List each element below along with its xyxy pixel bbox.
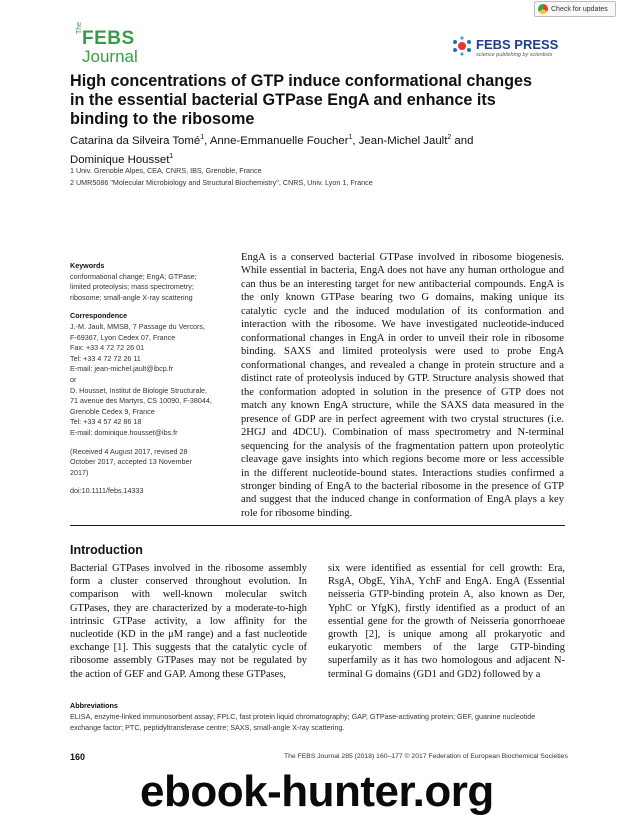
received-line: October 2017, accepted 13 November <box>70 457 192 467</box>
received-line: 2017) <box>70 467 89 477</box>
author-foucher: , Anne-Emmanuelle Foucher <box>204 134 349 147</box>
page-number: 160 <box>70 752 86 762</box>
check-for-updates-label: Check for updates <box>551 5 608 13</box>
footer-journal-citation: The FEBS Journal 285 (2018) 160–177 © 2017 Federation of European Biochemical Societies <box>284 753 568 760</box>
keywords-line: conformational change; EngA; GTPase; <box>70 271 197 281</box>
check-for-updates-button[interactable] <box>534 1 616 17</box>
introduction-left-column: Bacterial GTPases involved in the ribosome assembly form a cluster conserved throughout evolution. In comparison with well-known molecular switch GTPases, they are characterized by a moderate-to-high intrinsic GTPase activity, a low affinity for the nucleotide (KD in the μM range) and a fast nucleotide exchange [1]. This suggests that the catalytic cycle of ribosome assembly GTPases may not be regulated by the action of GEF and GAP. Among these GTPases, <box>70 563 307 680</box>
press-name: FEBS PRESS <box>476 37 559 52</box>
press-tagline: science publishing by scientists <box>476 52 553 58</box>
introduction-heading: Introduction <box>70 543 143 557</box>
author-list <box>70 130 550 168</box>
correspondence-email-link[interactable]: E-mail: dominique.housset@ibs.fr <box>70 427 178 437</box>
keywords-line: ribosome; small-angle X-ray scattering <box>70 292 193 302</box>
author-affil-sup: 1 <box>169 152 174 160</box>
watermark-text: ebook-hunter.org <box>140 767 494 815</box>
logo-the: The <box>76 21 83 34</box>
author-tome: Catarina da Silveira Tomé <box>70 134 201 147</box>
keywords-line: limited proteolysis; mass spectrometry; <box>70 282 194 292</box>
author-affil-sup: 1 <box>348 134 353 141</box>
correspondence-line: or <box>70 374 77 384</box>
doi-link[interactable]: doi:10.1111/febs.14333 <box>70 486 144 496</box>
correspondence-line: Tel: +33 4 72 72 26 11 <box>70 353 141 363</box>
author-affil-sup: 1 <box>200 134 205 141</box>
abbreviations-block <box>70 700 565 733</box>
author-affil-sup: 2 <box>447 134 452 141</box>
febs-press-dots-icon <box>452 36 472 56</box>
correspondence-line: Fax: +33 4 72 72 26 01 <box>70 343 145 353</box>
correspondence-email-link[interactable]: E-mail: jean-michel.jault@ibcp.fr <box>70 364 174 374</box>
received-line: (Received 4 August 2017, revised 28 <box>70 446 188 456</box>
correspondence-line: D. Housset, Institut de Biologie Structurale, <box>70 385 208 395</box>
correspondence-heading: Correspondence <box>70 311 128 321</box>
author-and: and <box>451 134 474 147</box>
logo-febs: FEBS <box>82 28 135 49</box>
affiliation-1: 1 Univ. Grenoble Alpes, CEA, CNRS, IBS, Grenoble, France <box>70 166 262 175</box>
affiliation-2: 2 UMR5086 "Molecular Microbiology and Structural Biochemistry", CNRS, Univ. Lyon 1, France <box>70 178 373 187</box>
abstract: EngA is a conserved bacterial GTPase involved in ribosome biogenesis. While essential in bacteria, EngA does not have any human orthologue and can thus be an interesting target for new antibacterial compounds. EngA is the only known GTPase bearing two G domains, making unique its catalytic cycle and the induced modulation of its conformation and interaction with the ribosome. We have investigated nucleotide-induced conformational changes in EngA in order to unveil their role in ribosome binding. SAXS and limited proteolysis were used to probe EngA conformational changes, and revealed a change in protein structure and a distinct rate of proteolysis induced by GTP. Structure analysis showed that the conformation adopted in solution in the presence of GTP does not match any known EngA structure, while the SAXS data measured in the presence of GDP are in perfect agreement with two crystal structures (i.e. 2HGJ and 4DCU). Combination of mass spectrometry and N-terminal sequencing for the analysis of the fragmentation pattern upon proteolytic cleavage gave insights into which regions become more or less accessible in the different nucleotide-bound states. Interactions studies confirmed a stronger binding of EngA to the bacterial ribosome in the presence of GTP and suggest that the induced change in conformation of EngA plays a key role for ribosome binding. <box>241 252 564 519</box>
logo-journal: Journal <box>82 47 138 66</box>
abbreviations-text: ELISA, enzyme-linked immunosorbent assay; FPLC, fast protein liquid chromatography; GAP, GTPase-activating protein; GEF, guanine nucleotide exchange factor; PTC, peptidyltransferase centre; SAXS, small-angle X-ray scattering. <box>70 712 536 732</box>
section-divider <box>70 525 565 526</box>
article-title: High concentrations of GTP induce conformational changes in the essential bacterial GTPase EngA and enhance its binding to the ribosome <box>70 72 532 128</box>
abbreviations-heading: Abbreviations <box>70 701 118 710</box>
correspondence-line: Grenoble Cedex 9, France <box>70 406 155 416</box>
introduction-right-column: six were identified as essential for cell growth: Era, RsgA, ObgE, YihA, YchF and EngA. EngA (Essential neisseria GTP-binding protein A, also known as Der, YphC or YfgK), firstly identified as a product of an essential gene for the growth of Neisseria gonorrhoeae growth [2], is unique among all prokaryotic and eukaryotic members of the large GTP-binding superfamily as it has two homologous and adjacent N-terminal G domains (GD1 and GD2) followed by a <box>328 563 565 680</box>
correspondence-line: Tel: +33 4 57 42 86 18 <box>70 417 142 427</box>
author-jault: , Jean-Michel Jault <box>352 134 448 147</box>
correspondence-line: 71 avenue des Martyrs, CS 10090, F-38044, <box>70 396 212 406</box>
crossmark-icon <box>538 4 548 14</box>
author-housset: Dominique Housset <box>70 153 170 166</box>
article-sidebar <box>70 261 230 497</box>
febs-press-logo <box>452 36 564 66</box>
affiliations <box>70 165 550 189</box>
keywords-heading: Keywords <box>70 261 105 270</box>
correspondence-line: J.-M. Jault, MMSB, 7 Passage du Vercors, <box>70 321 206 331</box>
correspondence-line: F-69367, Lyon Cedex 07, France <box>70 332 176 342</box>
